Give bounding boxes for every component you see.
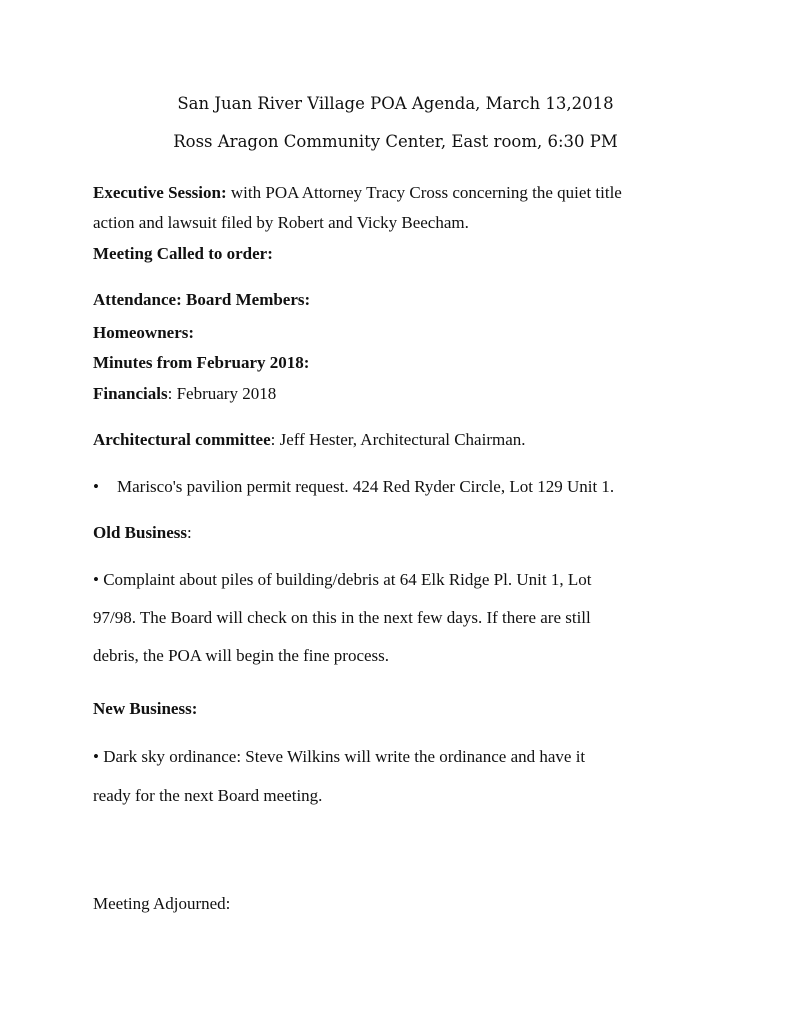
called-to-order — [93, 244, 273, 264]
financials-label: Financials — [93, 384, 168, 403]
agenda-title: San Juan River Village POA Agenda, March 13,2018 — [177, 94, 614, 113]
old-business-label: Old Business — [93, 523, 188, 542]
old-business — [93, 523, 192, 543]
called-to-order-label: Meeting Called to order: — [93, 244, 273, 263]
new-business-item-line2: ready for the next Board meeting. — [93, 786, 323, 805]
homeowners — [93, 323, 194, 343]
executive-session-text1: with POA Attorney Tracy Cross concerning the quiet title — [226, 183, 622, 202]
old-business-colon: : — [187, 523, 192, 542]
old-business-item-line2: 97/98. The Board will check on this in the next few days. If there are still — [93, 608, 591, 627]
new-business-item-line1: • Dark sky ordinance: Steve Wilkins will write the ordinance and have it — [93, 747, 586, 766]
old-business-item-line3: debris, the POA will begin the fine process. — [93, 646, 390, 665]
executive-session-line2: action and lawsuit filed by Robert and Vicky Beecham. — [93, 213, 469, 232]
financials-text: : February 2018 — [167, 384, 277, 403]
agenda-location: Ross Aragon Community Center, East room, 6:30 PM — [173, 132, 618, 151]
architectural-bullet-dot: • — [93, 477, 99, 496]
minutes — [93, 353, 309, 373]
new-business — [93, 699, 197, 719]
financials — [93, 384, 276, 404]
new-business-label: New Business: — [93, 699, 198, 718]
architectural-bullet-item: Marisco's pavilion permit request. 424 Red Ryder Circle, Lot 129 Unit 1. — [117, 477, 615, 496]
minutes-label: Minutes from February 2018: — [93, 353, 310, 372]
homeowners-label: Homeowners: — [93, 323, 195, 342]
attendance-label: Attendance: Board Members: — [93, 290, 311, 309]
executive-session-label: Executive Session: — [93, 183, 227, 202]
architectural-label: Architectural committee — [93, 430, 271, 449]
old-business-item-line1: • Complaint about piles of building/debris at 64 Elk Ridge Pl. Unit 1, Lot — [93, 570, 592, 589]
attendance — [93, 290, 310, 310]
architectural-committee — [93, 430, 526, 450]
executive-session-line1 — [93, 183, 622, 203]
architectural-text: : Jeff Hester, Architectural Chairman. — [270, 430, 526, 449]
meeting-adjourned: Meeting Adjourned: — [93, 894, 231, 913]
